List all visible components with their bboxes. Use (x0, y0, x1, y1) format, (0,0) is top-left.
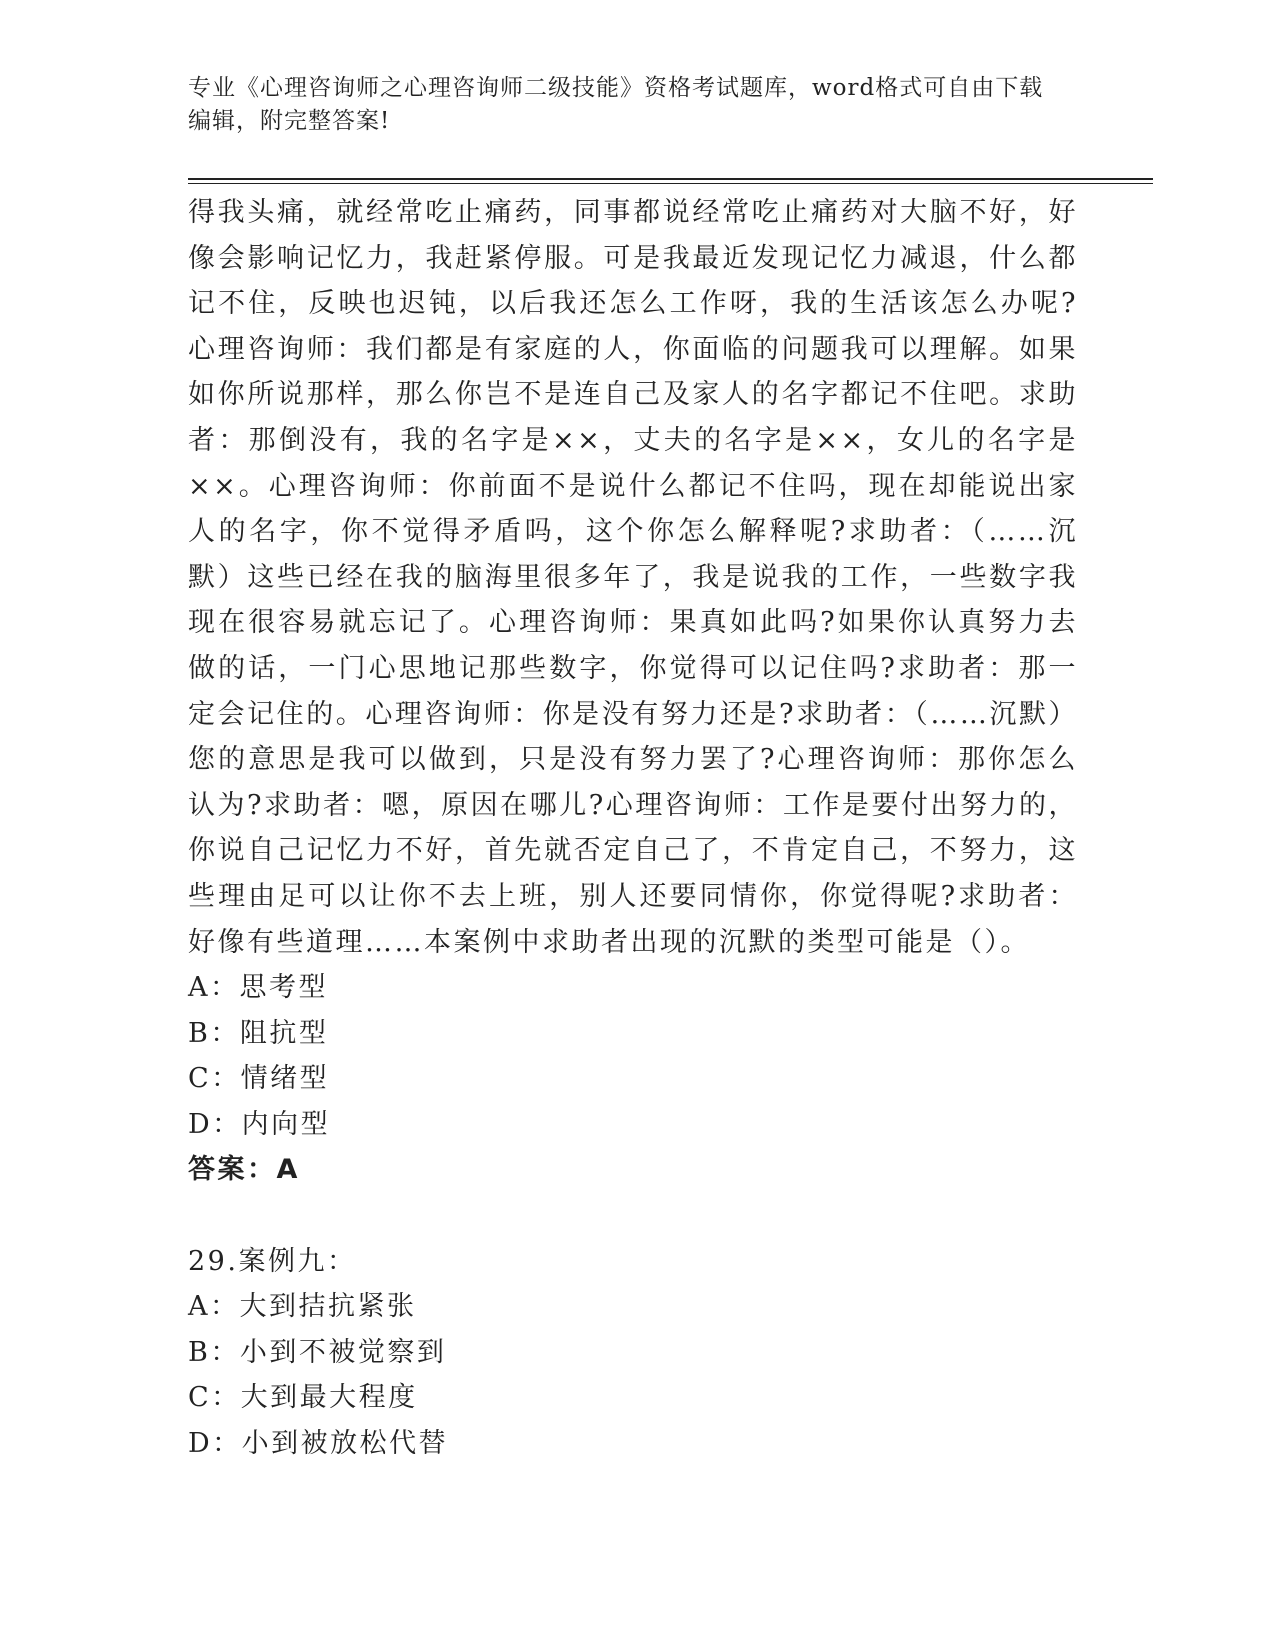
header-divider-thick (188, 178, 1153, 180)
question-29-option-b: B：小到不被觉察到 (188, 1336, 447, 1368)
page-header (188, 72, 1068, 138)
question-29-option-a: A：大到拮抗紧张 (188, 1291, 417, 1323)
question-28-option-b: B：阻抗型 (188, 1017, 329, 1049)
header-line-1: 专业《心理咨询师之心理咨询师二级技能》资格考试题库，word格式可自由下载 (188, 75, 1044, 101)
header-divider-thin (188, 183, 1153, 184)
question-29-option-c: C：大到最大程度 (188, 1382, 418, 1414)
question-28-stem: 得我头痛，就经常吃止痛药，同事都说经常吃止痛药对大脑不好，好像会影响记忆力，我赶紧停服。可是我最近发现记忆力减退，什么都记不住，反映也迟钝，以后我还怎么工作呀，我的生活该怎么办呢?心理咨询师：我们都是有家庭的人，你面临的问题我可以理解。如果如你所说那样，那么你岂不是连自己及家人的名字都记不住吧。求助者：那倒没有，我的名字是××，丈夫的名字是××，女儿的名字是××。心理咨询师：你前面不是说什么都记不住吗，现在却能说出家人的名字，你不觉得矛盾吗，这个你怎么解释呢?求助者：（……沉默）这些已经在我的脑海里很多年了，我是说我的工作，一些数字我现在很容易就忘记了。心理咨询师：果真如此吗?如果你认真努力去做的话，一门心思地记那些数字，你觉得可以记住吗?求助者：那一定会记住的。心理咨询师：你是没有努力还是?求助者：（……沉默）您的意思是我可以做到，只是没有努力罢了?心理咨询师：那你怎么认为?求助者：嗯，原因在哪儿?心理咨询师：工作是要付出努力的，你说自己记忆力不好，首先就否定自己了，不肯定自己，不努力，这些理由足可以让你不去上班，别人还要同情你，你觉得呢?求助者：好像有些道理……本案例中求助者出现的沉默的类型可能是（）。 (188, 197, 1078, 958)
question-28-answer: 答案：A (188, 1154, 300, 1186)
question-28-option-a: A：思考型 (188, 972, 328, 1004)
question-29-option-d: D：小到被放松代替 (188, 1428, 449, 1460)
question-28-option-d: D：内向型 (188, 1108, 331, 1140)
blank-line (188, 1193, 1078, 1239)
question-28-option-c: C：情绪型 (188, 1063, 330, 1095)
question-29-title: 29.案例九： (188, 1245, 357, 1277)
header-line-2: 编辑，附完整答案! (188, 108, 391, 134)
document-body (188, 190, 1078, 1467)
